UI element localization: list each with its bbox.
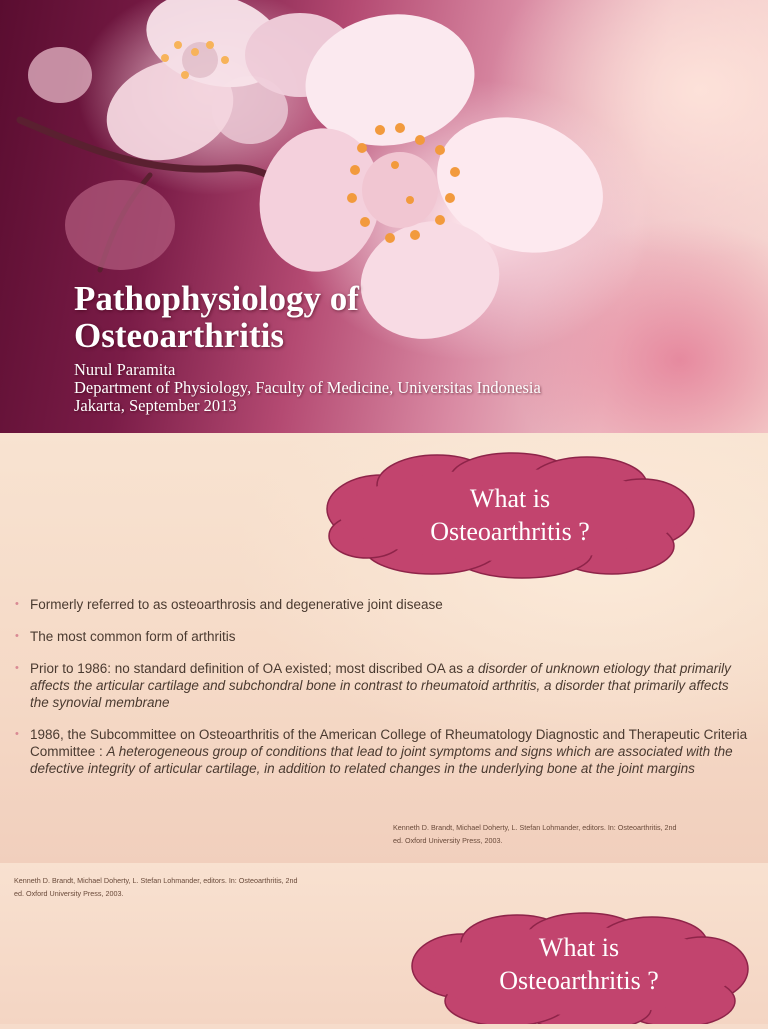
reference-line-1: Kenneth D. Brandt, Michael Doherty, L. Stefan Lohmander, editors. In: Osteoarthritis, 2nd xyxy=(14,876,298,885)
author-name: Nurul Paramita xyxy=(74,360,176,379)
cloud-heading-line-2: Osteoarthritis ? xyxy=(499,966,659,995)
bullet-italic-text: a disorder of unknown etiology that primarily affects the articular cartilage and subchondral bone in contrast to rheumatoid arthritis, a disorder that primarily affects the synovial membrane xyxy=(30,661,731,710)
bullet-italic-text: A heterogeneous group of conditions that lead to joint symptoms and signs which are associated with the defective integrity of articular cartilage, in addition to related changes in the underlying bone at the joint margins xyxy=(30,744,733,776)
place-date: Jakarta, September 2013 xyxy=(74,396,237,415)
reference-line-2: ed. Oxford University Press, 2003. xyxy=(393,836,503,845)
reference-line-1: Kenneth D. Brandt, Michael Doherty, L. Stefan Lohmander, editors. In: Osteoarthritis, 2nd xyxy=(393,823,677,832)
title-line-1: Pathophysiology of xyxy=(74,279,359,318)
list-item xyxy=(15,660,750,711)
presentation-subtitle xyxy=(74,361,541,415)
title-slide xyxy=(0,0,768,433)
cloud-heading-text xyxy=(322,482,698,548)
definition-slide xyxy=(0,433,768,863)
reference-citation xyxy=(393,821,677,847)
bullet-text: The most common form of arthritis xyxy=(30,629,236,644)
presentation-title xyxy=(74,280,359,354)
department-name: Department of Physiology, Faculty of Medicine, Universitas Indonesia xyxy=(74,378,541,397)
list-item xyxy=(15,628,750,645)
list-item xyxy=(15,726,750,777)
reference-citation xyxy=(14,874,298,900)
title-line-2: Osteoarthritis xyxy=(74,316,284,355)
list-item xyxy=(15,596,750,613)
bullet-text: Prior to 1986: no standard definition of OA existed; most discribed OA as xyxy=(30,661,467,676)
cloud-heading-line-1: What is xyxy=(538,933,620,962)
heading-cloud xyxy=(322,451,698,579)
bullet-text: Formerly referred to as osteoarthrosis and degenerative joint disease xyxy=(30,597,443,612)
cloud-heading-text xyxy=(407,931,751,997)
cloud-heading-line-2: Osteoarthritis ? xyxy=(430,517,590,546)
reference-line-2: ed. Oxford University Press, 2003. xyxy=(14,889,124,898)
bullet-list xyxy=(15,596,750,792)
bullet-text: 1986, the Subcommittee on Osteoarthritis of the American College of Rheumatology Diagnostic and Therapeutic Criteria Committee : xyxy=(30,727,748,759)
definition-slide-repeat xyxy=(0,863,768,1024)
cloud-heading-line-1: What is xyxy=(469,484,551,513)
heading-cloud xyxy=(407,911,751,1024)
